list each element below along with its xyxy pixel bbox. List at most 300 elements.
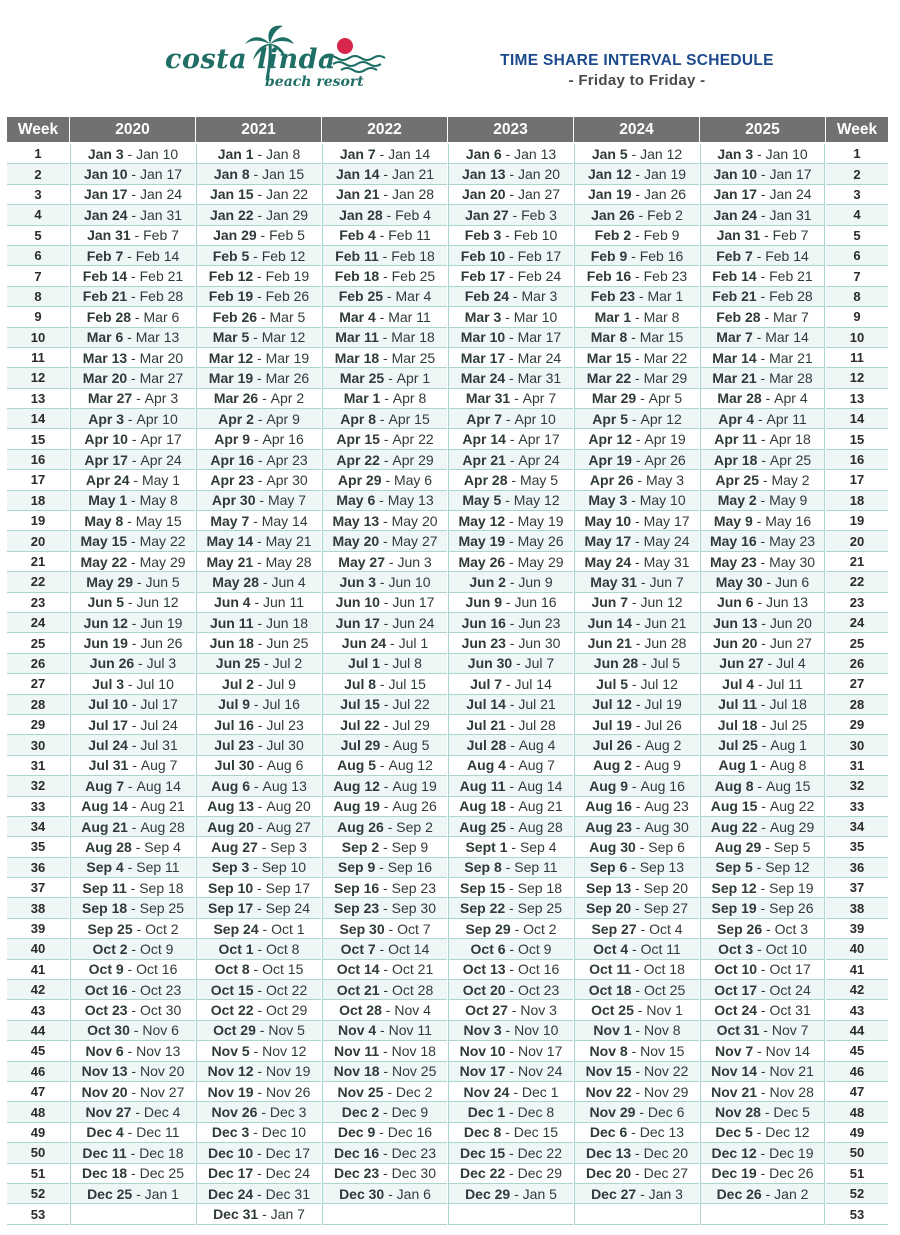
interval-separator: - bbox=[134, 655, 147, 672]
interval-start: Nov 25 bbox=[337, 1083, 384, 1100]
interval-separator: - bbox=[631, 900, 644, 917]
interval-separator: - bbox=[126, 1144, 140, 1161]
interval-start: Jul 15 bbox=[340, 696, 380, 713]
interval-end: Feb 28 bbox=[769, 288, 813, 305]
interval-separator: - bbox=[249, 1042, 263, 1059]
interval-separator: - bbox=[635, 288, 648, 305]
interval-cell bbox=[322, 307, 447, 327]
interval-cell bbox=[70, 878, 195, 898]
interval-cell bbox=[70, 1082, 195, 1102]
interval-start: Jan 5 bbox=[591, 145, 628, 162]
interval-separator: - bbox=[379, 451, 393, 468]
interval-end: Dec 24 bbox=[265, 1165, 310, 1182]
interval-end: Apr 11 bbox=[766, 410, 807, 427]
interval-cell bbox=[700, 450, 825, 470]
interval-cell bbox=[70, 409, 195, 429]
interval-start: Jul 23 bbox=[214, 737, 254, 754]
interval-separator: - bbox=[505, 431, 519, 448]
interval-cell bbox=[574, 674, 699, 694]
interval-separator: - bbox=[253, 675, 267, 692]
interval-separator: - bbox=[501, 1022, 515, 1039]
interval-end: Dec 15 bbox=[513, 1124, 559, 1141]
interval-end: Jan 15 bbox=[262, 166, 305, 183]
interval-cell bbox=[196, 1062, 321, 1082]
interval-separator: - bbox=[509, 1083, 522, 1100]
interval-start: Oct 17 bbox=[714, 981, 758, 998]
interval-end: Aug 5 bbox=[392, 737, 430, 754]
interval-end: Mar 6 bbox=[143, 308, 180, 325]
table-row bbox=[7, 1184, 888, 1204]
interval-end: Jan 20 bbox=[518, 166, 561, 183]
week-number: 5 bbox=[7, 226, 69, 246]
table-row bbox=[7, 674, 888, 694]
interval-end: Aug 28 bbox=[518, 818, 563, 835]
interval-cell bbox=[700, 368, 825, 388]
interval-cell bbox=[70, 797, 195, 817]
interval-start: Mar 24 bbox=[460, 369, 506, 386]
table-row bbox=[7, 1000, 888, 1020]
interval-end: Dec 17 bbox=[265, 1144, 310, 1161]
week-number-right: 29 bbox=[826, 715, 888, 735]
interval-end: Mar 12 bbox=[261, 329, 306, 346]
interval-end: May 2 bbox=[771, 471, 810, 488]
interval-separator: - bbox=[760, 1104, 774, 1121]
interval-separator: - bbox=[379, 1063, 392, 1080]
interval-separator: - bbox=[631, 1165, 644, 1182]
interval-start: May 24 bbox=[584, 553, 632, 570]
interval-end: Jan 7 bbox=[270, 1206, 305, 1222]
interval-separator: - bbox=[505, 329, 518, 346]
interval-end: Jun 4 bbox=[271, 573, 306, 590]
interval-start: Aug 12 bbox=[333, 777, 380, 794]
interval-start: Nov 22 bbox=[585, 1083, 632, 1100]
interval-separator: - bbox=[752, 247, 766, 264]
table-row bbox=[7, 1164, 888, 1184]
interval-end: Jun 27 bbox=[769, 635, 812, 652]
interval-separator: - bbox=[379, 961, 392, 978]
interval-cell bbox=[448, 144, 573, 164]
interval-start: Apr 17 bbox=[84, 451, 128, 468]
interval-cell bbox=[322, 368, 447, 388]
interval-separator: - bbox=[253, 798, 267, 815]
interval-separator: - bbox=[127, 492, 140, 509]
interval-separator: - bbox=[631, 961, 644, 978]
interval-separator: - bbox=[753, 145, 766, 162]
interval-separator: - bbox=[505, 573, 519, 590]
interval-start: Jan 17 bbox=[83, 186, 128, 203]
week-number-right: 34 bbox=[826, 817, 888, 837]
interval-cell bbox=[448, 858, 573, 878]
week-number-right: 45 bbox=[826, 1041, 888, 1061]
interval-cell bbox=[700, 1164, 825, 1184]
interval-cell bbox=[574, 287, 699, 307]
table-row bbox=[7, 980, 888, 1000]
interval-start: Sep 26 bbox=[716, 920, 763, 937]
interval-start: Sep 15 bbox=[460, 879, 506, 896]
interval-separator: - bbox=[757, 206, 770, 223]
interval-end: Feb 14 bbox=[135, 247, 180, 264]
interval-end: May 22 bbox=[139, 533, 186, 550]
interval-cell bbox=[70, 837, 195, 857]
week-number-right: 37 bbox=[826, 878, 888, 898]
interval-start: Feb 5 bbox=[212, 247, 250, 264]
interval-cell bbox=[322, 633, 447, 653]
table-row bbox=[7, 307, 888, 327]
interval-cell bbox=[70, 246, 195, 266]
interval-end: Feb 26 bbox=[265, 288, 310, 305]
interval-cell bbox=[196, 980, 321, 1000]
interval-end: Jan 29 bbox=[266, 206, 309, 223]
interval-end: Oct 28 bbox=[392, 981, 434, 998]
interval-start: Dec 29 bbox=[465, 1185, 511, 1202]
interval-cell bbox=[322, 266, 447, 286]
interval-cell bbox=[70, 858, 195, 878]
interval-cell bbox=[322, 858, 447, 878]
interval-separator: - bbox=[379, 268, 392, 285]
interval-end: Nov 28 bbox=[769, 1083, 814, 1100]
interval-end: Apr 25 bbox=[769, 451, 812, 468]
interval-cell bbox=[448, 1082, 573, 1102]
interval-separator: - bbox=[375, 859, 388, 876]
interval-separator: - bbox=[379, 777, 393, 794]
interval-start: Dec 26 bbox=[716, 1185, 762, 1202]
interval-end: Oct 14 bbox=[388, 940, 430, 957]
interval-separator: - bbox=[631, 186, 644, 203]
interval-end: Oct 17 bbox=[769, 961, 811, 978]
interval-separator: - bbox=[635, 1104, 648, 1121]
interval-start: Oct 27 bbox=[465, 1002, 508, 1019]
interval-start: Jan 27 bbox=[465, 206, 509, 223]
interval-end: Jun 24 bbox=[392, 614, 435, 631]
interval-start: Sep 12 bbox=[711, 879, 757, 896]
week-number-right: 16 bbox=[826, 450, 888, 470]
interval-separator: - bbox=[501, 308, 514, 325]
interval-start: Jul 11 bbox=[718, 696, 758, 713]
interval-separator: - bbox=[378, 247, 392, 264]
interval-start: May 27 bbox=[338, 553, 385, 570]
interval-separator: - bbox=[505, 1144, 518, 1161]
interval-start: Dec 8 bbox=[463, 1124, 502, 1141]
interval-separator: - bbox=[127, 1002, 140, 1019]
interval-end: Oct 8 bbox=[266, 940, 300, 957]
interval-start: Jun 24 bbox=[341, 635, 387, 652]
week-number: 12 bbox=[7, 368, 69, 388]
interval-separator: - bbox=[129, 1022, 143, 1039]
interval-cell bbox=[448, 185, 573, 205]
interval-separator: - bbox=[631, 166, 644, 183]
interval-end: Jan 6 bbox=[396, 1185, 431, 1202]
interval-separator: - bbox=[632, 737, 645, 754]
week-number: 15 bbox=[7, 429, 69, 449]
interval-separator: - bbox=[631, 696, 645, 713]
interval-end: Nov 7 bbox=[771, 1022, 809, 1039]
interval-separator: - bbox=[258, 390, 271, 407]
interval-end: Nov 11 bbox=[388, 1022, 432, 1039]
interval-end: May 12 bbox=[513, 492, 560, 509]
interval-start: Jan 12 bbox=[587, 166, 632, 183]
interval-end: Nov 6 bbox=[142, 1022, 179, 1039]
interval-start: Feb 21 bbox=[712, 288, 757, 305]
interval-cell bbox=[700, 409, 825, 429]
interval-start: Jun 12 bbox=[83, 614, 128, 631]
interval-end: Dec 11 bbox=[136, 1124, 180, 1141]
interval-cell bbox=[196, 164, 321, 184]
interval-end: Dec 22 bbox=[517, 1144, 562, 1161]
interval-cell bbox=[70, 633, 195, 653]
interval-start: Dec 18 bbox=[82, 1165, 128, 1182]
header-week: Week bbox=[7, 117, 69, 142]
interval-cell bbox=[448, 246, 573, 266]
interval-separator: - bbox=[386, 635, 399, 652]
week-number: 7 bbox=[7, 266, 69, 286]
week-number: 30 bbox=[7, 735, 69, 755]
interval-cell bbox=[70, 919, 195, 939]
interval-cell bbox=[700, 348, 825, 368]
interval-separator: - bbox=[260, 655, 273, 672]
interval-separator: - bbox=[505, 1165, 518, 1182]
interval-end: Jun 12 bbox=[136, 594, 179, 611]
interval-end: May 3 bbox=[645, 471, 685, 488]
table-row bbox=[7, 389, 888, 409]
interval-end: Feb 14 bbox=[765, 247, 809, 264]
interval-end: Apr 16 bbox=[262, 431, 304, 448]
interval-end: Dec 27 bbox=[643, 1165, 688, 1182]
week-number: 46 bbox=[7, 1062, 69, 1082]
interval-end: Nov 27 bbox=[140, 1083, 185, 1100]
interval-end: Apr 24 bbox=[518, 451, 560, 468]
interval-end: Oct 31 bbox=[769, 1002, 811, 1019]
interval-start: Dec 10 bbox=[208, 1144, 254, 1161]
interval-cell bbox=[700, 531, 825, 551]
interval-start: Aug 26 bbox=[337, 818, 384, 835]
interval-separator: - bbox=[123, 961, 137, 978]
interval-start: Jul 25 bbox=[718, 737, 758, 754]
interval-start: Jul 12 bbox=[592, 696, 632, 713]
interval-end: Nov 10 bbox=[514, 1022, 559, 1039]
interval-end: Jan 31 bbox=[140, 206, 183, 223]
interval-separator: - bbox=[752, 859, 766, 876]
interval-cell bbox=[574, 837, 699, 857]
interval-end: Mar 10 bbox=[513, 308, 558, 325]
interval-start: Jun 23 bbox=[461, 635, 506, 652]
interval-start: Jul 2 bbox=[222, 675, 254, 692]
interval-start: Dec 30 bbox=[339, 1185, 385, 1202]
interval-separator: - bbox=[127, 268, 140, 285]
interval-separator: - bbox=[253, 1165, 266, 1182]
interval-start: Feb 19 bbox=[208, 288, 254, 305]
table-row bbox=[7, 715, 888, 735]
interval-end: Oct 18 bbox=[643, 961, 685, 978]
interval-start: May 31 bbox=[590, 573, 637, 590]
interval-end: Aug 21 bbox=[518, 798, 563, 815]
interval-separator: - bbox=[250, 696, 263, 713]
interval-cell bbox=[70, 144, 195, 164]
interval-end: Feb 5 bbox=[269, 227, 305, 244]
interval-cell bbox=[322, 1062, 447, 1082]
interval-cell bbox=[196, 858, 321, 878]
interval-cell bbox=[196, 715, 321, 735]
interval-start: Oct 14 bbox=[336, 961, 380, 978]
interval-end: Nov 25 bbox=[392, 1063, 437, 1080]
interval-start: Aug 4 bbox=[467, 757, 506, 774]
interval-start: Dec 24 bbox=[208, 1185, 254, 1202]
interval-start: Jan 28 bbox=[339, 206, 383, 223]
interval-separator: - bbox=[253, 186, 266, 203]
interval-separator: - bbox=[253, 288, 266, 305]
interval-cell bbox=[196, 470, 321, 490]
interval-cell bbox=[196, 674, 321, 694]
table-row bbox=[7, 633, 888, 653]
interval-cell bbox=[448, 735, 573, 755]
interval-end: Mar 8 bbox=[643, 308, 680, 325]
interval-separator: - bbox=[631, 635, 645, 652]
interval-start: Aug 7 bbox=[85, 777, 125, 794]
interval-end: Feb 12 bbox=[261, 247, 306, 264]
interval-separator: - bbox=[123, 1124, 137, 1141]
interval-start: Mar 27 bbox=[87, 390, 133, 407]
week-number-right: 13 bbox=[826, 389, 888, 409]
interval-end: Jul 18 bbox=[769, 696, 807, 713]
interval-cell bbox=[574, 205, 699, 225]
interval-cell bbox=[70, 1123, 195, 1143]
interval-end: Dec 18 bbox=[139, 1144, 184, 1161]
interval-cell bbox=[322, 939, 447, 959]
interval-separator: - bbox=[383, 288, 396, 305]
interval-cell bbox=[574, 164, 699, 184]
table-row bbox=[7, 1062, 888, 1082]
interval-cell bbox=[574, 368, 699, 388]
interval-start: Jul 19 bbox=[592, 716, 632, 733]
interval-separator: - bbox=[381, 1002, 395, 1019]
interval-end: Nov 29 bbox=[644, 1083, 689, 1100]
interval-end: Jul 1 bbox=[398, 635, 429, 652]
interval-start: Nov 1 bbox=[593, 1022, 632, 1039]
interval-end: Feb 11 bbox=[388, 227, 431, 244]
interval-cell bbox=[448, 205, 573, 225]
header-year-2024: 2024 bbox=[574, 117, 699, 142]
interval-start: Jun 13 bbox=[713, 614, 758, 631]
interval-end: Jan 27 bbox=[518, 186, 561, 203]
interval-separator: - bbox=[253, 1002, 266, 1019]
interval-end: Jan 10 bbox=[136, 145, 179, 162]
interval-separator: - bbox=[757, 757, 770, 774]
interval-cell bbox=[322, 328, 447, 348]
interval-start: Jul 9 bbox=[218, 696, 251, 713]
interval-cell bbox=[70, 185, 195, 205]
interval-end: Jul 25 bbox=[769, 716, 808, 733]
interval-cell bbox=[70, 226, 195, 246]
interval-separator: - bbox=[754, 410, 767, 427]
interval-end: Aug 14 bbox=[136, 777, 181, 794]
interval-end: Aug 21 bbox=[140, 798, 185, 815]
interval-separator: - bbox=[128, 757, 141, 774]
interval-end: Aug 20 bbox=[266, 798, 311, 815]
interval-start: Jan 24 bbox=[83, 206, 128, 223]
interval-start: Nov 19 bbox=[207, 1083, 254, 1100]
table-row bbox=[7, 1082, 888, 1102]
interval-separator: - bbox=[379, 431, 393, 448]
interval-separator: - bbox=[756, 879, 770, 896]
interval-end: Mar 22 bbox=[643, 349, 688, 366]
interval-start: Aug 30 bbox=[589, 838, 636, 855]
interval-cell bbox=[70, 776, 195, 796]
week-number-right: 21 bbox=[826, 552, 888, 572]
interval-start: Jan 8 bbox=[213, 166, 250, 183]
table-row bbox=[7, 960, 888, 980]
interval-end: Nov 14 bbox=[765, 1042, 810, 1059]
interval-cell bbox=[70, 1062, 195, 1082]
interval-start: Jun 26 bbox=[89, 655, 135, 672]
interval-start: Jul 3 bbox=[92, 675, 125, 692]
interval-start: Jul 29 bbox=[340, 737, 381, 754]
interval-separator: - bbox=[253, 818, 267, 835]
interval-start: Feb 28 bbox=[86, 308, 132, 325]
interval-separator: - bbox=[637, 573, 650, 590]
interval-end: Feb 9 bbox=[643, 227, 680, 244]
header-year-2023: 2023 bbox=[448, 117, 573, 142]
interval-start: Sep 11 bbox=[82, 879, 127, 896]
interval-end: Oct 9 bbox=[140, 940, 174, 957]
interval-end: Mar 24 bbox=[517, 349, 562, 366]
week-number: 33 bbox=[7, 797, 69, 817]
interval-separator: - bbox=[502, 675, 515, 692]
interval-separator: - bbox=[376, 573, 389, 590]
interval-end: Sep 25 bbox=[517, 900, 562, 917]
interval-start: Feb 25 bbox=[338, 288, 384, 305]
interval-cell bbox=[448, 491, 573, 511]
interval-start: Jan 3 bbox=[87, 145, 124, 162]
interval-cell bbox=[70, 1000, 195, 1020]
interval-end: Nov 3 bbox=[520, 1002, 557, 1019]
interval-start: Apr 15 bbox=[336, 431, 380, 448]
interval-end: May 13 bbox=[387, 492, 434, 509]
interval-cell bbox=[322, 511, 447, 531]
interval-start: May 23 bbox=[709, 553, 757, 570]
interval-start: Aug 5 bbox=[337, 757, 377, 774]
week-number-right: 20 bbox=[826, 531, 888, 551]
interval-cell bbox=[700, 939, 825, 959]
interval-end: Jul 15 bbox=[388, 675, 426, 692]
header-year-2025: 2025 bbox=[700, 117, 825, 142]
interval-cell bbox=[322, 450, 447, 470]
interval-separator: - bbox=[505, 512, 518, 529]
week-number-right: 36 bbox=[826, 858, 888, 878]
interval-cell bbox=[70, 511, 195, 531]
interval-cell bbox=[322, 226, 447, 246]
interval-cell bbox=[196, 205, 321, 225]
interval-start: Apr 28 bbox=[463, 471, 508, 488]
interval-cell bbox=[322, 144, 447, 164]
interval-separator: - bbox=[631, 1063, 644, 1080]
interval-cell bbox=[196, 1204, 321, 1224]
interval-end: Mar 21 bbox=[769, 349, 813, 366]
interval-cell bbox=[700, 491, 825, 511]
week-number: 22 bbox=[7, 572, 69, 592]
week-number: 38 bbox=[7, 898, 69, 918]
interval-end: Oct 2 bbox=[523, 920, 557, 937]
interval-cell bbox=[70, 491, 195, 511]
interval-start: Jul 28 bbox=[466, 737, 507, 754]
interval-end: Apr 17 bbox=[140, 431, 182, 448]
interval-end: May 26 bbox=[517, 533, 564, 550]
interval-start: Oct 9 bbox=[88, 961, 124, 978]
interval-end: Jan 13 bbox=[514, 145, 557, 162]
interval-separator: - bbox=[257, 1104, 270, 1121]
interval-end: Jul 22 bbox=[392, 696, 430, 713]
interval-start: Mar 15 bbox=[586, 349, 632, 366]
interval-separator: - bbox=[760, 308, 773, 325]
interval-separator: - bbox=[628, 675, 641, 692]
